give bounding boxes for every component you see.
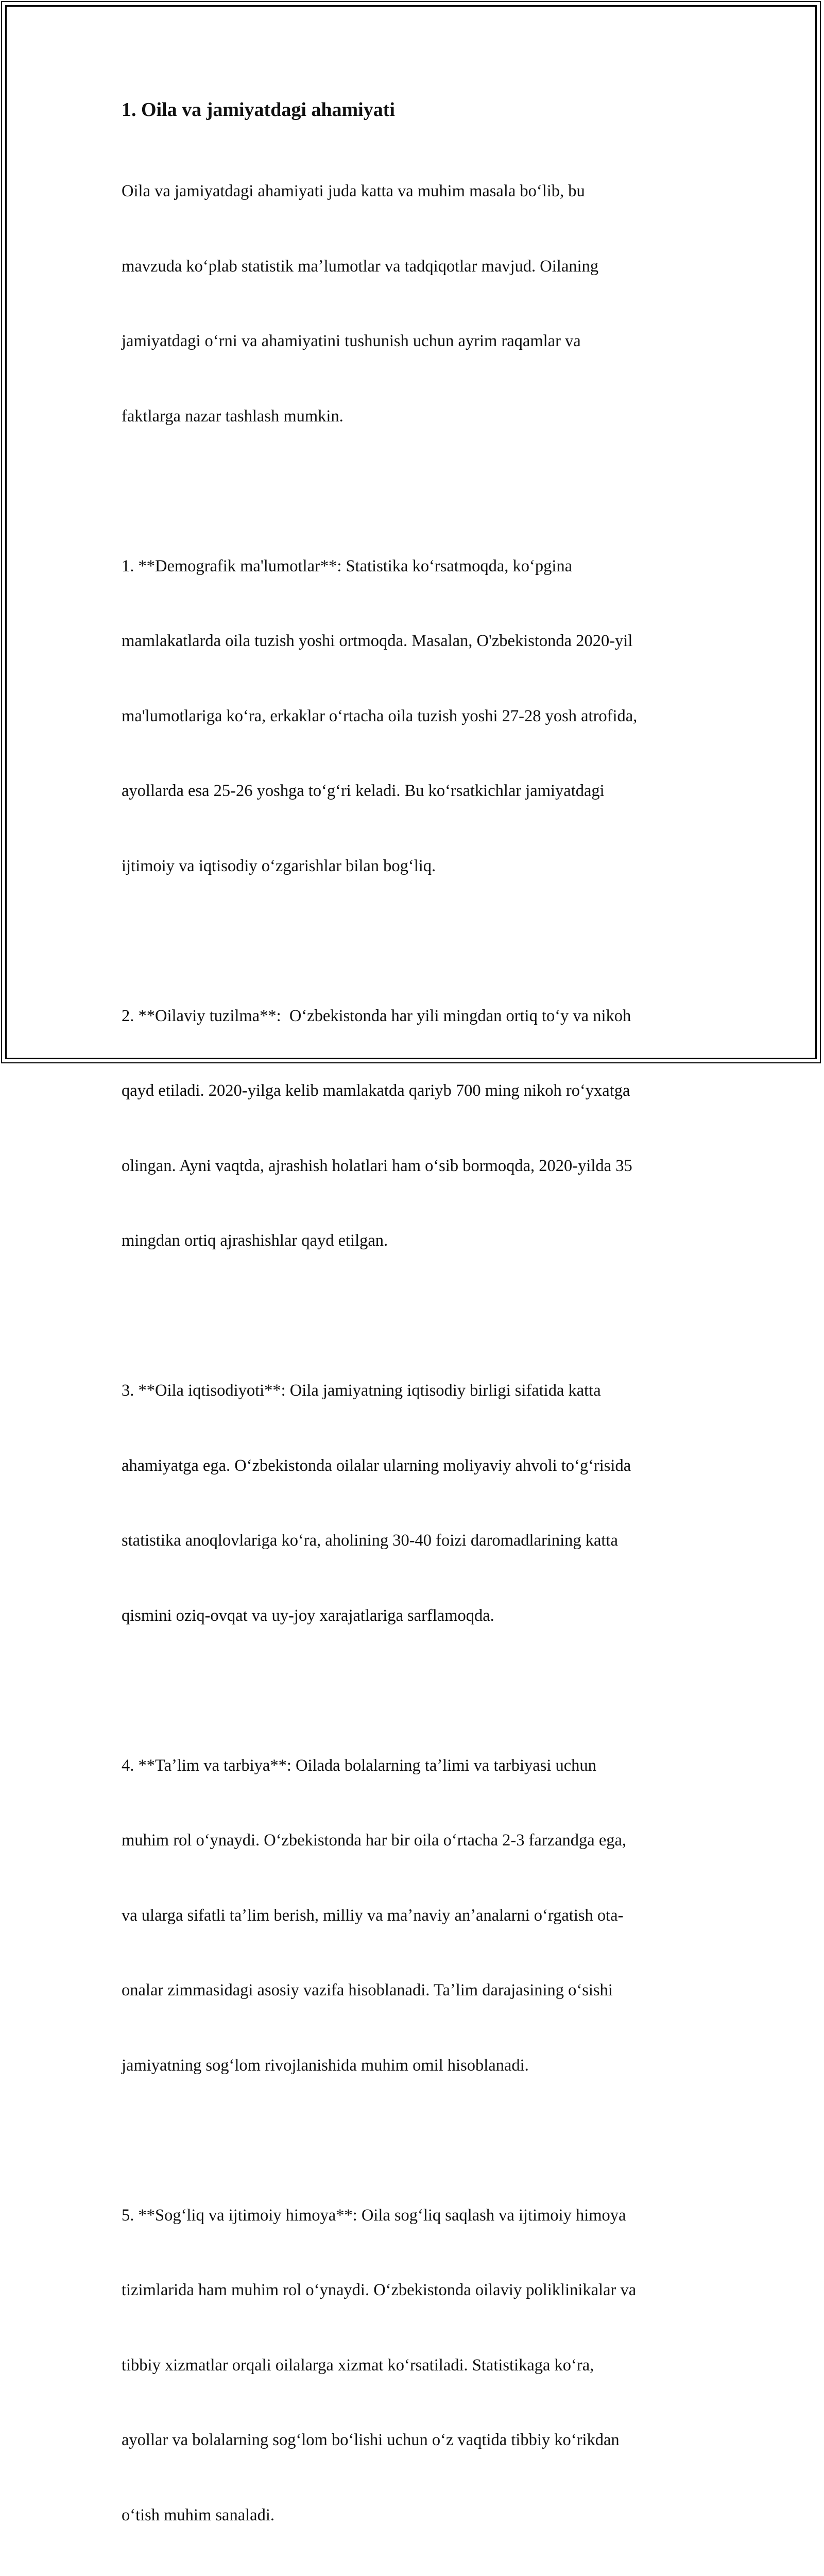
paragraph-line: 3. **Oila iqtisodiyoti**: Oila jamiyatning iqtisodiy birligi sifatida katta: [122, 1378, 714, 1403]
paragraph-line: statistika anoqlovlariga koʻra, aholining 30-40 foizi daromadlarining katta: [122, 1528, 714, 1553]
paragraph-health: [122, 2153, 714, 2576]
paragraph-line: mingdan ortiq ajrashishlar qayd etilgan.: [122, 1228, 714, 1253]
paragraph-line: oʻtish muhim sanaladi.: [122, 2503, 714, 2528]
paragraph-line: mamlakatlarda oila tuzish yoshi ortmoqda. Masalan, O'zbekistonda 2020-yil: [122, 629, 714, 654]
paragraph-line: Oila va jamiyatdagi ahamiyati juda katta va muhim masala boʻlib, bu: [122, 179, 714, 204]
paragraph-line: tibbiy xizmatlar orqali oilalarga xizmat koʻrsatiladi. Statistikaga koʻra,: [122, 2353, 714, 2378]
paragraph-line: ayollarda esa 25-26 yoshga toʻgʻri keladi. Bu koʻrsatkichlar jamiyatdagi: [122, 778, 714, 804]
paragraph-line: 1. **Demografik ma'lumotlar**: Statistika koʻrsatmoqda, koʻpgina: [122, 554, 714, 579]
paragraph-line: qismini oziq-ovqat va uy-joy xarajatlariga sarflamoqda.: [122, 1603, 714, 1629]
document-body: [122, 97, 714, 2576]
paragraph-line: onalar zimmasidagi asosiy vazifa hisoblanadi. Taʼlim darajasining oʻsishi: [122, 1978, 714, 2003]
paragraph-line: ijtimoiy va iqtisodiy oʻzgarishlar bilan bogʻliq.: [122, 854, 714, 879]
document-heading: 1. Oila va jamiyatdagi ahamiyati: [122, 97, 714, 123]
paragraph-family-economy: [122, 1328, 714, 1678]
paragraph-line: qayd etiladi. 2020-yilga kelib mamlakatda qariyb 700 ming nikoh roʻyxatga: [122, 1078, 714, 1104]
paragraph-line: 2. **Oilaviy tuzilma**: Oʻzbekistonda har yili mingdan ortiq toʻy va nikoh: [122, 1004, 714, 1029]
paragraph-line: tizimlarida ham muhim rol oʻynaydi. Oʻzbekistonda oilaviy poliklinikalar va: [122, 2278, 714, 2303]
paragraph-line: muhim rol oʻynaydi. Oʻzbekistonda har bir oila oʻrtacha 2-3 farzandga ega,: [122, 1828, 714, 1853]
paragraph-line: 4. **Taʼlim va tarbiya**: Oilada bolalarning taʼlimi va tarbiyasi uchun: [122, 1753, 714, 1778]
paragraph-line: jamiyatdagi oʻrni va ahamiyatini tushunish uchun ayrim raqamlar va: [122, 329, 714, 354]
paragraph-line: ma'lumotlariga koʻra, erkaklar oʻrtacha oila tuzish yoshi 27-28 yosh atrofida,: [122, 704, 714, 729]
paragraph-demographics: [122, 504, 714, 929]
paragraph-line: ahamiyatga ega. Oʻzbekistonda oilalar ularning moliyaviy ahvoli toʻgʻrisida: [122, 1453, 714, 1479]
paragraph-line: ayollar va bolalarning sogʻlom boʻlishi uchun oʻz vaqtida tibbiy koʻrikdan: [122, 2428, 714, 2453]
paragraph-line: 5. **Sogʻliq va ijtimoiy himoya**: Oila sogʻliq saqlash va ijtimoiy himoya: [122, 2203, 714, 2228]
paragraph-education: [122, 1703, 714, 2128]
paragraph-line: faktlarga nazar tashlash mumkin.: [122, 404, 714, 429]
paragraph-line: va ularga sifatli taʼlim berish, milliy va maʼnaviy anʼanalarni oʻrgatish ota-: [122, 1903, 714, 1928]
paragraph-line: olingan. Ayni vaqtda, ajrashish holatlari ham oʻsib bormoqda, 2020-yilda 35: [122, 1154, 714, 1179]
paragraph-family-structure: [122, 954, 714, 1303]
paragraph-line: jamiyatning sogʻlom rivojlanishida muhim omil hisoblanadi.: [122, 2053, 714, 2078]
paragraph-line: mavzuda koʻplab statistik maʼlumotlar va tadqiqotlar mavjud. Oilaning: [122, 254, 714, 279]
intro-paragraph: [122, 129, 714, 479]
